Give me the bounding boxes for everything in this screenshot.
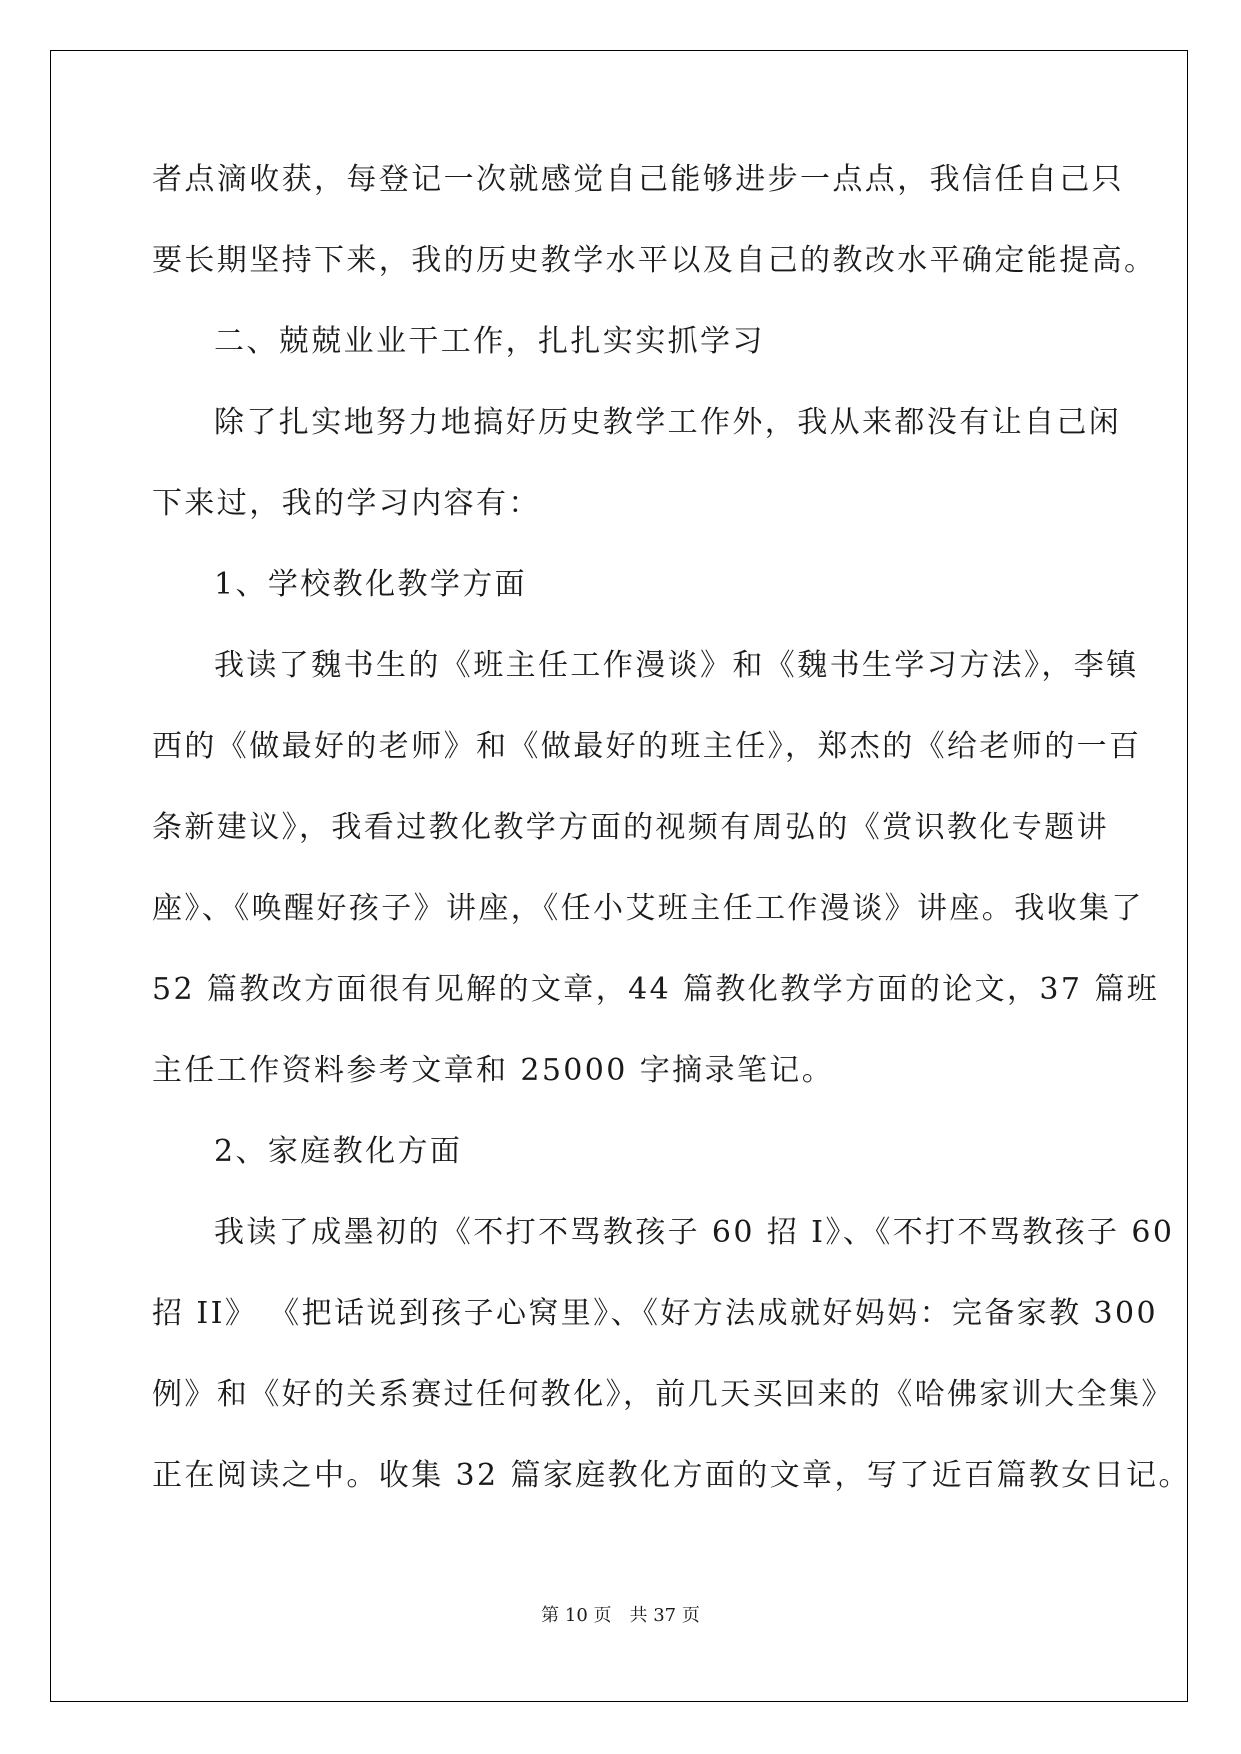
- page-number-footer: 第 10 页 共 37 页: [541, 1605, 700, 1626]
- text-line: 正在阅读之中。收集 32 篇家庭教化方面的文章，写了近百篇教女日记。: [152, 1458, 1191, 1493]
- text-line: 要长期坚持下来，我的历史教学水平以及自己的教改水平确定能提高。: [152, 243, 1157, 278]
- text-line: 下来过，我的学习内容有：: [152, 486, 541, 521]
- text-line: 除了扎实地努力地搞好历史教学工作外，我从来都没有让自己闲: [214, 405, 1122, 440]
- text-line: 主任工作资料参考文章和 25000 字摘录笔记。: [152, 1053, 835, 1088]
- text-line: 例》和《好的关系赛过任何教化》，前几天买回来的《哈佛家训大全集》: [152, 1377, 1174, 1412]
- text-line: 52 篇教改方面很有见解的文章，44 篇教化教学方面的论文，37 篇班: [152, 972, 1160, 1007]
- text-line: 者点滴收获，每登记一次就感觉自己能够进步一点点，我信任自己只: [152, 162, 1124, 197]
- text-line: 条新建议》，我看过教化教学方面的视频有周弘的《赏识教化专题讲: [152, 810, 1109, 845]
- text-line: 招 II》 《把话说到孩子心窝里》、《好方法成就好妈妈：完备家教 300: [152, 1296, 1158, 1331]
- text-line: 我读了成墨初的《不打不骂教孩子 60 招 I》、《不打不骂教孩子 60: [214, 1215, 1175, 1250]
- section-heading: 二、兢兢业业干工作，扎扎实实抓学习: [214, 324, 765, 359]
- text-line: 西的《做最好的老师》和《做最好的班主任》，郑杰的《给老师的一百: [152, 729, 1142, 764]
- page-border: [50, 50, 1188, 1702]
- text-line: 座》、《唤醒好孩子》讲座，《任小艾班主任工作漫谈》讲座。我收集了: [152, 891, 1144, 926]
- subsection-heading: 2、家庭教化方面: [214, 1134, 463, 1169]
- subsection-heading: 1、学校教化教学方面: [214, 567, 528, 602]
- text-line: 我读了魏书生的《班主任工作漫谈》和《魏书生学习方法》，李镇: [214, 648, 1139, 683]
